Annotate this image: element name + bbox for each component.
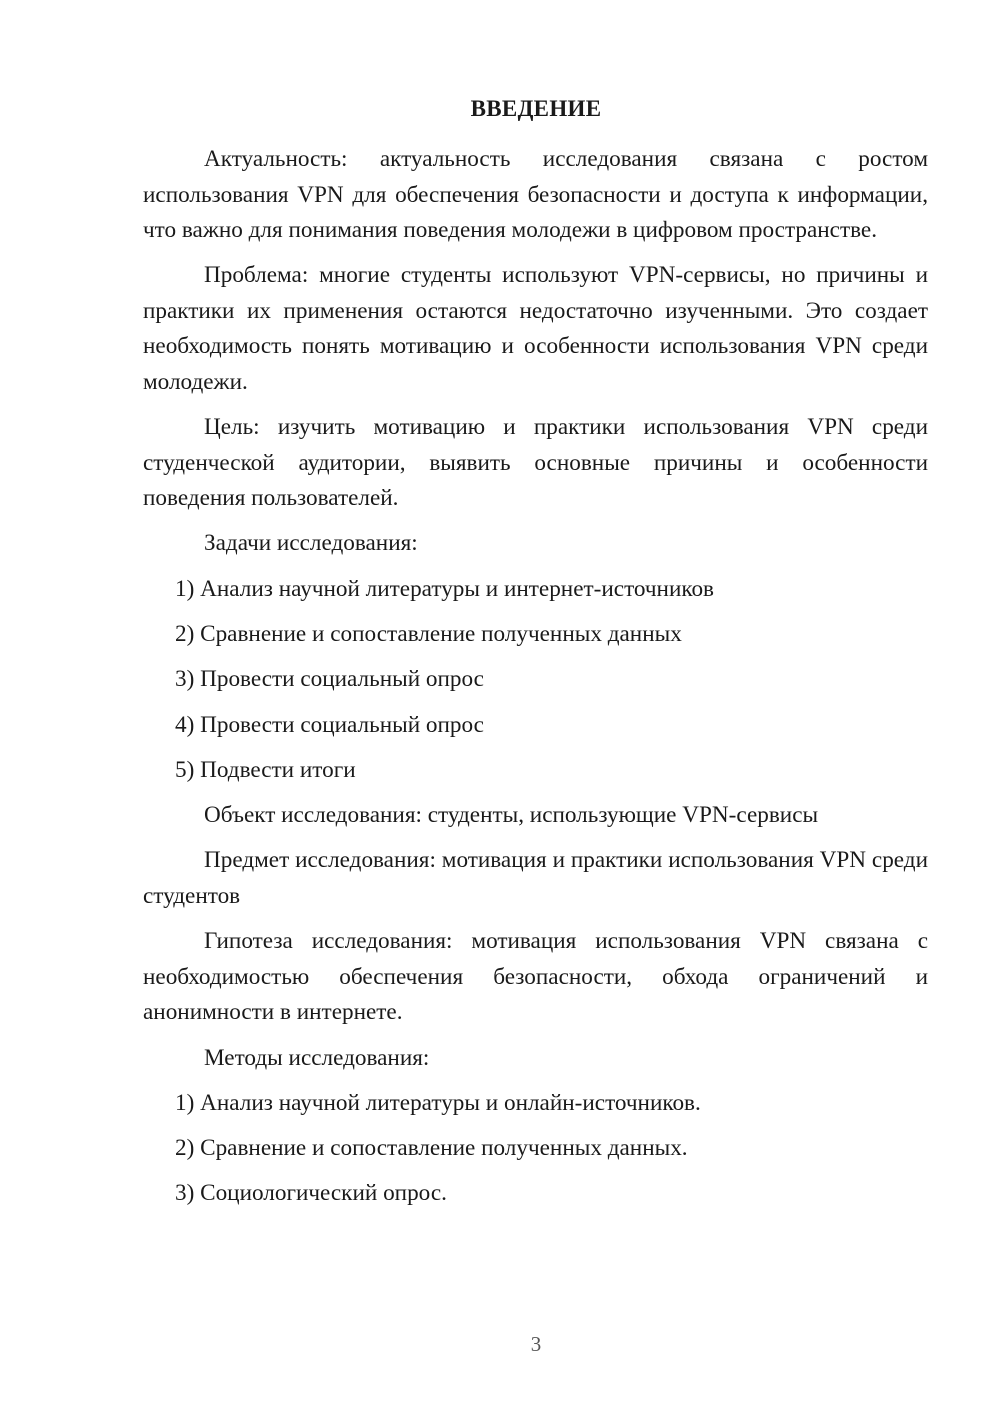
tasks-list xyxy=(143,572,928,789)
list-item: 4) Провести социальный опрос xyxy=(175,711,484,738)
relevance-paragraph: Актуальность: актуальность исследования связана с ростом использования VPN для обеспечения безопасности и доступа к информации, что важно для понимания поведения молодежи в цифровом пространстве. xyxy=(143,146,928,243)
list-item: 2) Сравнение и сопоставление полученных данных. xyxy=(175,1135,688,1162)
methods-list xyxy=(143,1086,928,1212)
goal-paragraph: Цель: изучить мотивацию и практики использования VPN среди студенческой аудитории, выявить основные причины и особенности поведения пользователей. xyxy=(143,414,928,512)
object-paragraph: Объект исследования: студенты, использующие VPN-сервисы xyxy=(204,802,819,829)
section-heading: ВВЕДЕНИЕ xyxy=(470,96,602,121)
methods-heading: Методы исследования: xyxy=(204,1044,430,1071)
list-item: 1) Анализ научной литературы и интернет-источников xyxy=(175,575,714,602)
hypothesis-paragraph: Гипотеза исследования: мотивация использования VPN связана с необходимостью обеспечения безопасности, обхода ограничений и анонимности в интернете. xyxy=(143,928,928,1026)
page-number: 3 xyxy=(530,1332,542,1356)
list-item: 3) Провести социальный опрос xyxy=(175,666,484,693)
list-item: 1) Анализ научной литературы и онлайн-источников. xyxy=(175,1089,701,1116)
tasks-heading: Задачи исследования: xyxy=(204,530,418,557)
problem-paragraph: Проблема: многие студенты используют VPN-сервисы, но причины и практики их применения остаются недостаточно изученными. Это создает необходимость понять мотивацию и особенности использования VPN среди молодежи. xyxy=(143,262,928,395)
document-body xyxy=(143,142,928,1222)
list-item: 3) Социологический опрос. xyxy=(175,1180,447,1207)
subject-paragraph: Предмет исследования: мотивация и практики использования VPN среди студентов xyxy=(143,847,928,909)
list-item: 2) Сравнение и сопоставление полученных данных xyxy=(175,620,682,647)
list-item: 5) Подвести итоги xyxy=(175,756,356,783)
